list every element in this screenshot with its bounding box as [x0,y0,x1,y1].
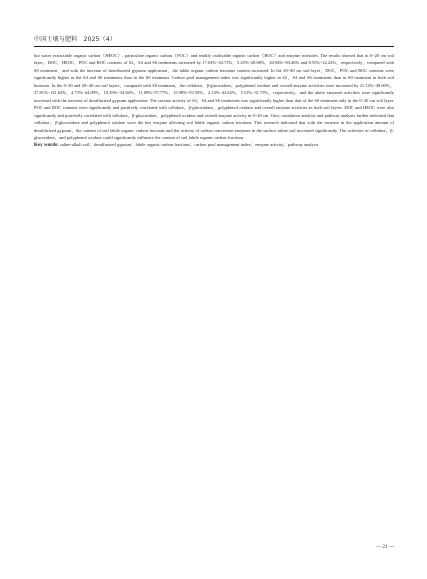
abstract-paragraph: hot water extractable organic carbon（HEOC）, particulate organic carbon（POC）and readily oxidizable organic carbon（ROC）and enzyme activities. The results showed that in 0~20 cm soil layer，DOC，HEOC，POC and ROC contents of S2，S4 and S6 treatments increased by 17.04%~43.71%，5.45%~28.68%，40.94%~83.46% and 8.55%~22.22%，respectively，compared with S0 treatment，and with the increase of desulfurized gypsum application，the labile organic carbon fractions content increased. In the 20~40 cm soil layer，DOC，POC and ROC contents were significantly higher in the S4 and S6 treatments than in the S0 treatment. Carbon pool management index was significantly higher in S2，S4 and S6 treatments than in S0 treatment in both soil horizons. In the 0~20 and 20~40 cm soil layers，compared with S0 treatment，the cellulase，β-glucosidase，polyphenol oxidase and overall enzyme activities were increased by 21.12%~48.60%，37.81%~121.62%，4.73%~44.09%，10.29%~34.56%，11.89%~57.77%，15.98%~93.50%，2.14%~42.62%，5.51%~31.75%，respectively，and the above enzymes activities were significantly increased with the increase of desulfurized gypsum application. The sucrase activity of S2，S4 and S6 treatments was significantly higher than that of the S0 treatment only in the 0~20 cm soil layer. POC and ROC contents were significantly and positively correlated with cellulase，β-glucosidase，polyphenol oxidase and overall enzyme activities in both soil layers. DOC and HEOC were also significantly and positively correlated with cellulase，β-glucosidase，polyphenol oxidase and overall enzyme activity in 0~20 cm. Grey correlation analysis and pathway analysis further indicated that cellulase，β-glucosidase and polyphenol oxidase were the key enzyme affecting soil labile organic carbon fractions. This research indicated that with the increase in the application amount of desulfurized gypsum，the content of soil labile organic carbon fractions and the activity of carbon conversion enzymes in the surface saline soil increased significantly. The activities of cellulase，β-glucosidase，and polyphenol oxidase could significantly influence the content of soil labile organic carbon fractions. [34,53,394,140]
keywords-line [34,141,394,149]
keywords-label: Key words: [34,143,59,149]
running-header [34,36,390,44]
journal-issue-title: 中国土壤与肥料 2025（4） [34,36,117,43]
page-number: — 21 — [375,544,394,550]
header-divider [34,46,394,47]
keywords-text: saline-alkali soil；desulfurized gypsum；labile organic carbon fractions；carbon pool management index；enzyme activity；pathway analysis [58,142,319,148]
page-footer [376,543,394,551]
abstract-body [34,52,394,150]
